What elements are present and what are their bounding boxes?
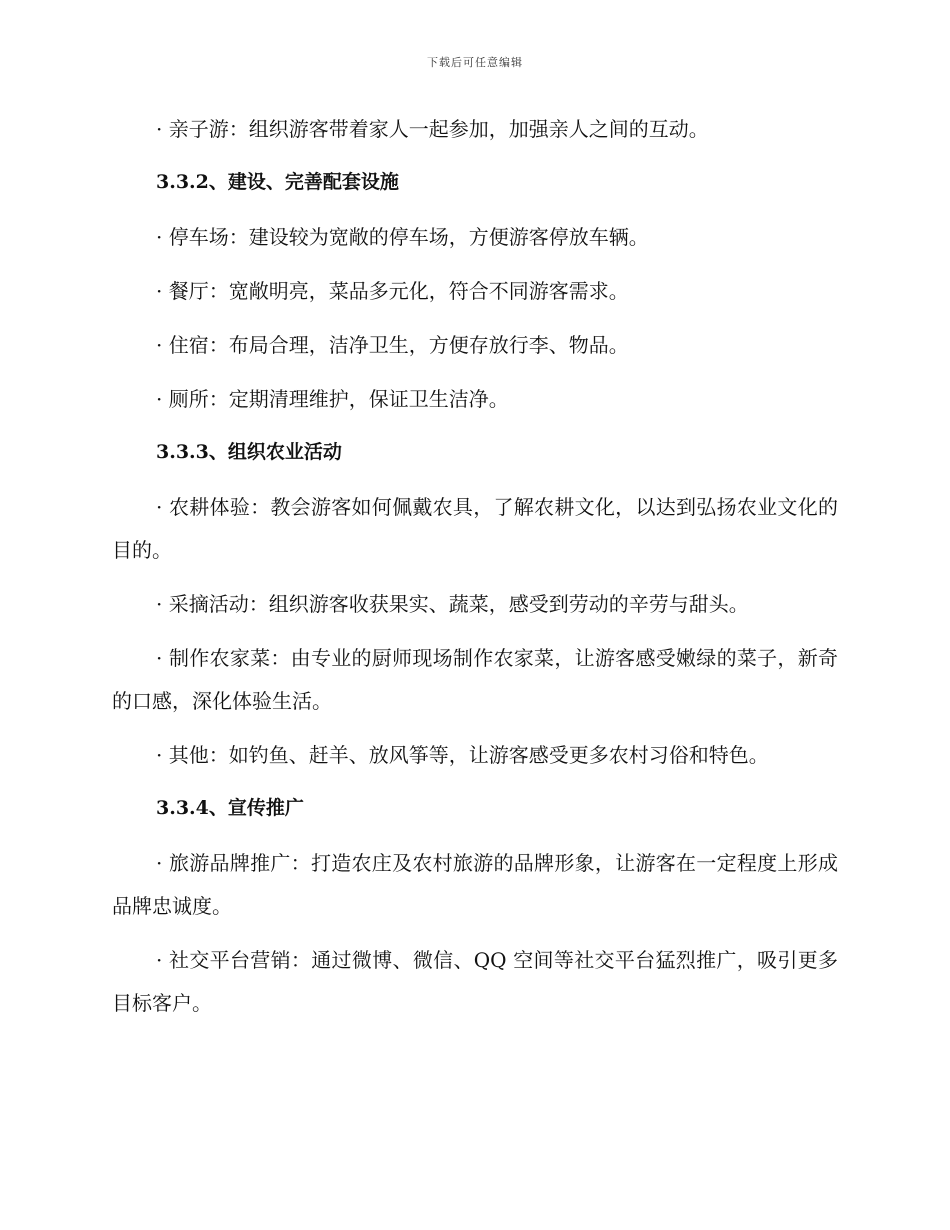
paragraph-brand-promotion: · 旅游品牌推广：打造农庄及农村旅游的品牌形象，让游客在一定程度上形成品牌忠诚度。 — [112, 851, 838, 918]
paragraph-parking: · 停车场：建设较为宽敞的停车场，方便游客停放车辆。 — [156, 225, 649, 249]
paragraph-picking: · 采摘活动：组织游客收获果实、蔬菜，感受到劳动的辛劳与甜头。 — [156, 592, 749, 616]
paragraph-social-marketing: · 社交平台营销：通过微博、微信、QQ 空间等社交平台猛烈推广，吸引更多目标客户。 — [112, 948, 838, 1015]
paragraph-parent-child-tour: · 亲子游：组织游客带着家人一起参加，加强亲人之间的互动。 — [156, 117, 709, 141]
section-heading-farm-activities: 3.3.3、组织农业活动 — [156, 441, 342, 463]
page-header: 下载后可任意编辑 — [427, 56, 523, 69]
section-heading-promotion: 3.3.4、宣传推广 — [156, 797, 304, 819]
section-heading-facilities: 3.3.2、建设、完善配套设施 — [156, 171, 399, 193]
paragraph-other-activities: · 其他：如钓鱼、赶羊、放风筝等，让游客感受更多农村习俗和特色。 — [156, 743, 769, 767]
paragraph-restaurant: · 餐厅：宽敞明亮，菜品多元化，符合不同游客需求。 — [156, 279, 629, 303]
paragraph-lodging: · 住宿：布局合理，洁净卫生，方便存放行李、物品。 — [156, 333, 629, 357]
paragraph-farming-experience: · 农耕体验：教会游客如何佩戴农具，了解农耕文化，以达到弘扬农业文化的目的。 — [112, 495, 838, 562]
document-body — [112, 108, 838, 1036]
paragraph-restroom: · 厕所：定期清理维护，保证卫生洁净。 — [156, 387, 509, 411]
paragraph-farm-cooking: · 制作农家菜：由专业的厨师现场制作农家菜，让游客感受嫩绿的菜子，新奇的口感，深化体验生活。 — [112, 646, 838, 713]
